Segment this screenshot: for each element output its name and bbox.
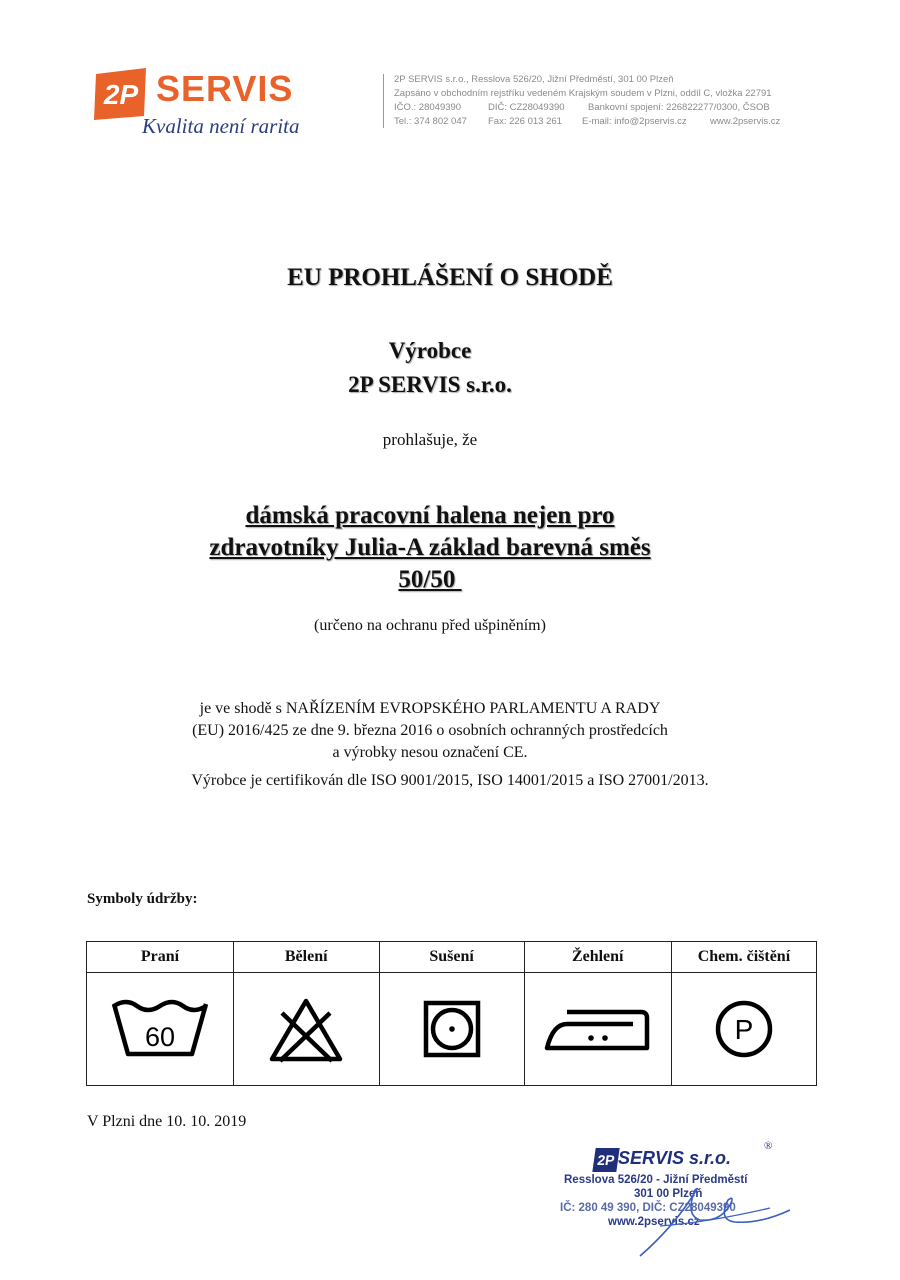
care-header-ironing: Žehlení — [524, 942, 671, 973]
care-symbols-table — [86, 941, 817, 1086]
product-line: dámská pracovní halena nejen pro — [245, 502, 615, 529]
company-stamp — [560, 1140, 800, 1260]
stamp-brand: SERVIS s.r.o. — [618, 1148, 732, 1168]
company-web: www.2pservis.cz — [710, 116, 781, 127]
logo-mark-text: 2P — [103, 79, 139, 110]
wash-60-icon — [110, 998, 210, 1060]
stamp-city: 301 00 Plzeň — [634, 1188, 703, 1200]
care-cell-drying — [379, 973, 524, 1086]
iron-medium-icon — [543, 1004, 653, 1054]
care-cell-bleaching — [233, 973, 379, 1086]
care-cell-ironing — [524, 973, 671, 1086]
company-dic: DIČ: CZ28049390 — [488, 102, 565, 113]
maker-name: 2P SERVIS s.r.o. — [348, 372, 512, 397]
tumble-dry-low-icon — [422, 999, 482, 1059]
document-title: EU PROHLÁŠENÍ O SHODĚ — [287, 264, 613, 291]
logo-brand: SERVIS — [156, 68, 294, 109]
certification-text: Výrobce je certifikován dle ISO 9001/2015, ISO 14001/2015 a ISO 27001/2013. — [191, 772, 709, 789]
company-address: 2P SERVIS s.r.o., Resslova 526/20, Jižní Předměstí, 301 00 Plzeň — [394, 74, 674, 85]
care-symbols-row — [87, 973, 817, 1086]
no-bleach-icon — [268, 995, 344, 1063]
conformity-line: (EU) 2016/425 ze dne 9. března 2016 o osobních ochranných prostředcích — [192, 722, 668, 739]
company-tel: Tel.: 374 802 047 — [394, 116, 467, 127]
dry-clean-letter: P — [734, 1014, 754, 1045]
maker-label: Výrobce — [388, 338, 472, 363]
care-cell-dry-cleaning — [671, 973, 816, 1086]
company-fax: Fax: 226 013 261 — [488, 116, 562, 127]
care-cell-washing — [87, 973, 234, 1086]
company-logo — [90, 64, 360, 144]
company-info — [394, 73, 780, 129]
product-name — [0, 500, 860, 596]
signature-icon — [600, 1160, 800, 1260]
dry-clean-p-icon — [713, 998, 775, 1060]
care-header-washing: Praní — [87, 942, 234, 973]
company-registry: Zapsáno v obchodním rejstříku vedeném Krajským soudem v Plzni, oddíl C, vložka 22791 — [394, 88, 772, 99]
care-header-dry-cleaning: Chem. čištění — [671, 942, 816, 973]
care-header-row — [87, 942, 817, 973]
declares-text: prohlašuje, že — [382, 430, 478, 449]
logo-slogan: Kvalita není rarita — [142, 114, 300, 138]
stamp-web: www.2pservis.cz — [608, 1216, 700, 1228]
company-ico: IČO.: 28049390 — [394, 102, 462, 113]
conformity-line: a výrobky nesou označení CE. — [332, 744, 528, 761]
company-bank: Bankovní spojení: 226822277/0300, ČSOB — [588, 102, 770, 113]
care-symbols-label: Symboly údržby: — [87, 891, 198, 907]
product-purpose: (určeno na ochranu před ušpiněním) — [314, 617, 546, 634]
company-ids-row — [394, 101, 780, 115]
place-and-date: V Plzni dne 10. 10. 2019 — [87, 1113, 247, 1130]
product-line: 50/50 — [398, 566, 462, 593]
care-header-drying: Sušení — [379, 942, 524, 973]
conformity-line: je ve shodě s NAŘÍZENÍM EVROPSKÉHO PARLAMENTU A RADY — [199, 700, 661, 717]
stamp-mark: 2P — [592, 1148, 619, 1172]
company-contacts-row — [394, 115, 780, 129]
care-header-bleaching: Bělení — [233, 942, 379, 973]
conformity-statement — [0, 698, 860, 764]
product-line: zdravotníky Julia-A základ barevná směs — [209, 534, 651, 561]
stamp-ids: IČ: 280 49 390, DIČ: CZ28049390 — [560, 1202, 736, 1214]
header-divider — [383, 74, 384, 128]
stamp-registered-icon: ® — [764, 1140, 773, 1152]
stamp-address: Resslova 526/20 - Jižní Předměstí — [564, 1174, 748, 1186]
wash-temperature: 60 — [144, 1022, 175, 1052]
logo-mark-icon — [92, 66, 150, 120]
company-email: E-mail: info@2pservis.cz — [582, 116, 687, 127]
